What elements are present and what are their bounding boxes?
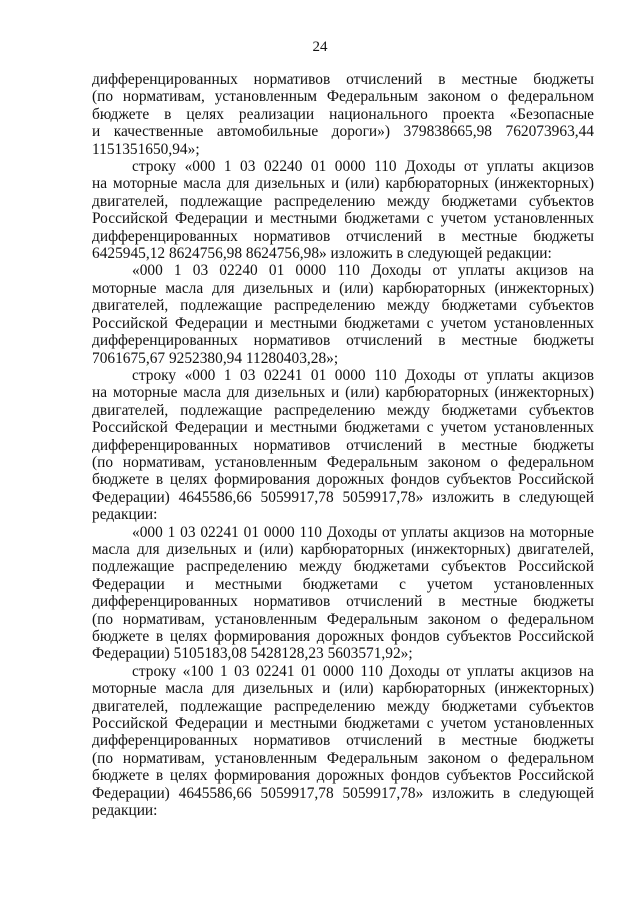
text-line: (по нормативам, установленным Федеральным законом о федеральном xyxy=(92,610,594,628)
page-number: 24 xyxy=(312,39,328,55)
text-line: двигателей, подлежащие распределению между бюджетами субъектов xyxy=(92,192,594,210)
text-line: строку «000 1 03 02241 01 0000 110 Доходы от уплаты акцизов xyxy=(132,366,594,384)
text-line: 6425945,12 8624756,98 8624756,98» изложить в следующей редакции: xyxy=(92,245,552,263)
text-line: дифференцированных нормативов отчислений в местные бюджеты xyxy=(92,732,594,750)
text-line: подлежащие распределению между бюджетами субъектов Российской xyxy=(92,558,594,576)
text-line: двигателей, подлежащие распределению между бюджетами субъектов xyxy=(92,297,594,315)
text-line: (по нормативам, установленным Федеральным законом о федеральном xyxy=(92,749,594,767)
text-line: дифференцированных нормативов отчислений в местные бюджеты xyxy=(92,593,594,611)
text-line: и качественные автомобильные дороги») 379838665,98 762073963,44 xyxy=(92,123,594,141)
text-line: редакции: xyxy=(92,802,158,820)
text-line: дифференцированных нормативов отчислений в местные бюджеты xyxy=(92,436,594,454)
text-line: (по нормативам, установленным Федеральным законом о федеральном xyxy=(92,88,594,106)
text-line: Федерации) 4645586,66 5059917,78 5059917,78» изложить в следующей xyxy=(92,488,594,506)
text-line: на моторные масла для дизельных и (или) карбюраторных (инжекторных) xyxy=(92,175,594,193)
paragraph xyxy=(92,663,594,820)
text-line: редакции: xyxy=(92,506,158,524)
text-line: строку «100 1 03 02241 01 0000 110 Доходы от уплаты акцизов на xyxy=(132,662,594,680)
text-line: 7061675,67 9252380,94 11280403,28»; xyxy=(92,349,339,367)
text-line: Российской Федерации и местными бюджетами с учетом установленных xyxy=(92,314,594,332)
paragraph xyxy=(92,524,594,663)
text-line: бюджетe в целях формирования дорожных фондов субъектов Российской xyxy=(92,471,594,489)
text-line: моторные масла для дизельных и (или) карбюраторных (инжекторных) xyxy=(92,279,594,297)
text-line: масла для дизельных и (или) карбюраторных (инжекторных) двигателей, xyxy=(92,540,594,558)
text-line: бюджете в целях формирования дорожных фондов субъектов Российской xyxy=(92,767,594,785)
text-line: на моторные масла для дизельных и (или) карбюраторных (инжекторных) xyxy=(92,384,594,402)
paragraph xyxy=(92,367,594,524)
text-line: Федерации) 5105183,08 5428128,23 5603571,92»; xyxy=(92,645,413,663)
text-line: «000 1 03 02241 01 0000 110 Доходы от уплаты акцизов на моторные xyxy=(132,523,594,541)
text-line: бюджете в целях реализации национального проекта «Безопасные xyxy=(92,105,594,123)
paragraph xyxy=(92,262,594,366)
text-line: «000 1 03 02240 01 0000 110 Доходы от уплаты акцизов на xyxy=(132,262,594,280)
text-line: (по нормативам, установленным Федеральным законом о федеральном xyxy=(92,453,594,471)
paragraph xyxy=(92,71,594,158)
text-line: двигателей, подлежащие распределению между бюджетами субъектов xyxy=(92,697,594,715)
text-line: Российской Федерации и местными бюджетами с учетом установленных xyxy=(92,210,594,228)
paragraph xyxy=(92,158,594,262)
text-line: строку «000 1 03 02240 01 0000 110 Доходы от уплаты акцизов xyxy=(132,158,594,176)
text-line: 1151351650,94»; xyxy=(92,140,200,158)
document-body xyxy=(92,71,594,819)
text-line: моторные масла для дизельных и (или) карбюраторных (инжекторных) xyxy=(92,680,594,698)
text-line: Федерации) 4645586,66 5059917,78 5059917,78» изложить в следующей xyxy=(92,784,594,802)
text-line: бюджете в целях формирования дорожных фондов субъектов Российской xyxy=(92,628,594,645)
text-line: Российской Федерации и местными бюджетами с учетом установленных xyxy=(92,419,594,437)
text-line: двигателей, подлежащие распределению между бюджетами субъектов xyxy=(92,401,594,419)
text-line: дифференцированных нормативов отчислений в местные бюджеты xyxy=(92,71,594,88)
text-line: Федерации и местными бюджетами с учетом установленных xyxy=(92,575,594,593)
text-line: Российской Федерации и местными бюджетами с учетом установленных xyxy=(92,715,594,733)
text-line: дифференцированных нормативов отчислений в местные бюджеты xyxy=(92,227,594,245)
text-line: дифференцированных нормативов отчислений в местные бюджеты xyxy=(92,332,594,350)
